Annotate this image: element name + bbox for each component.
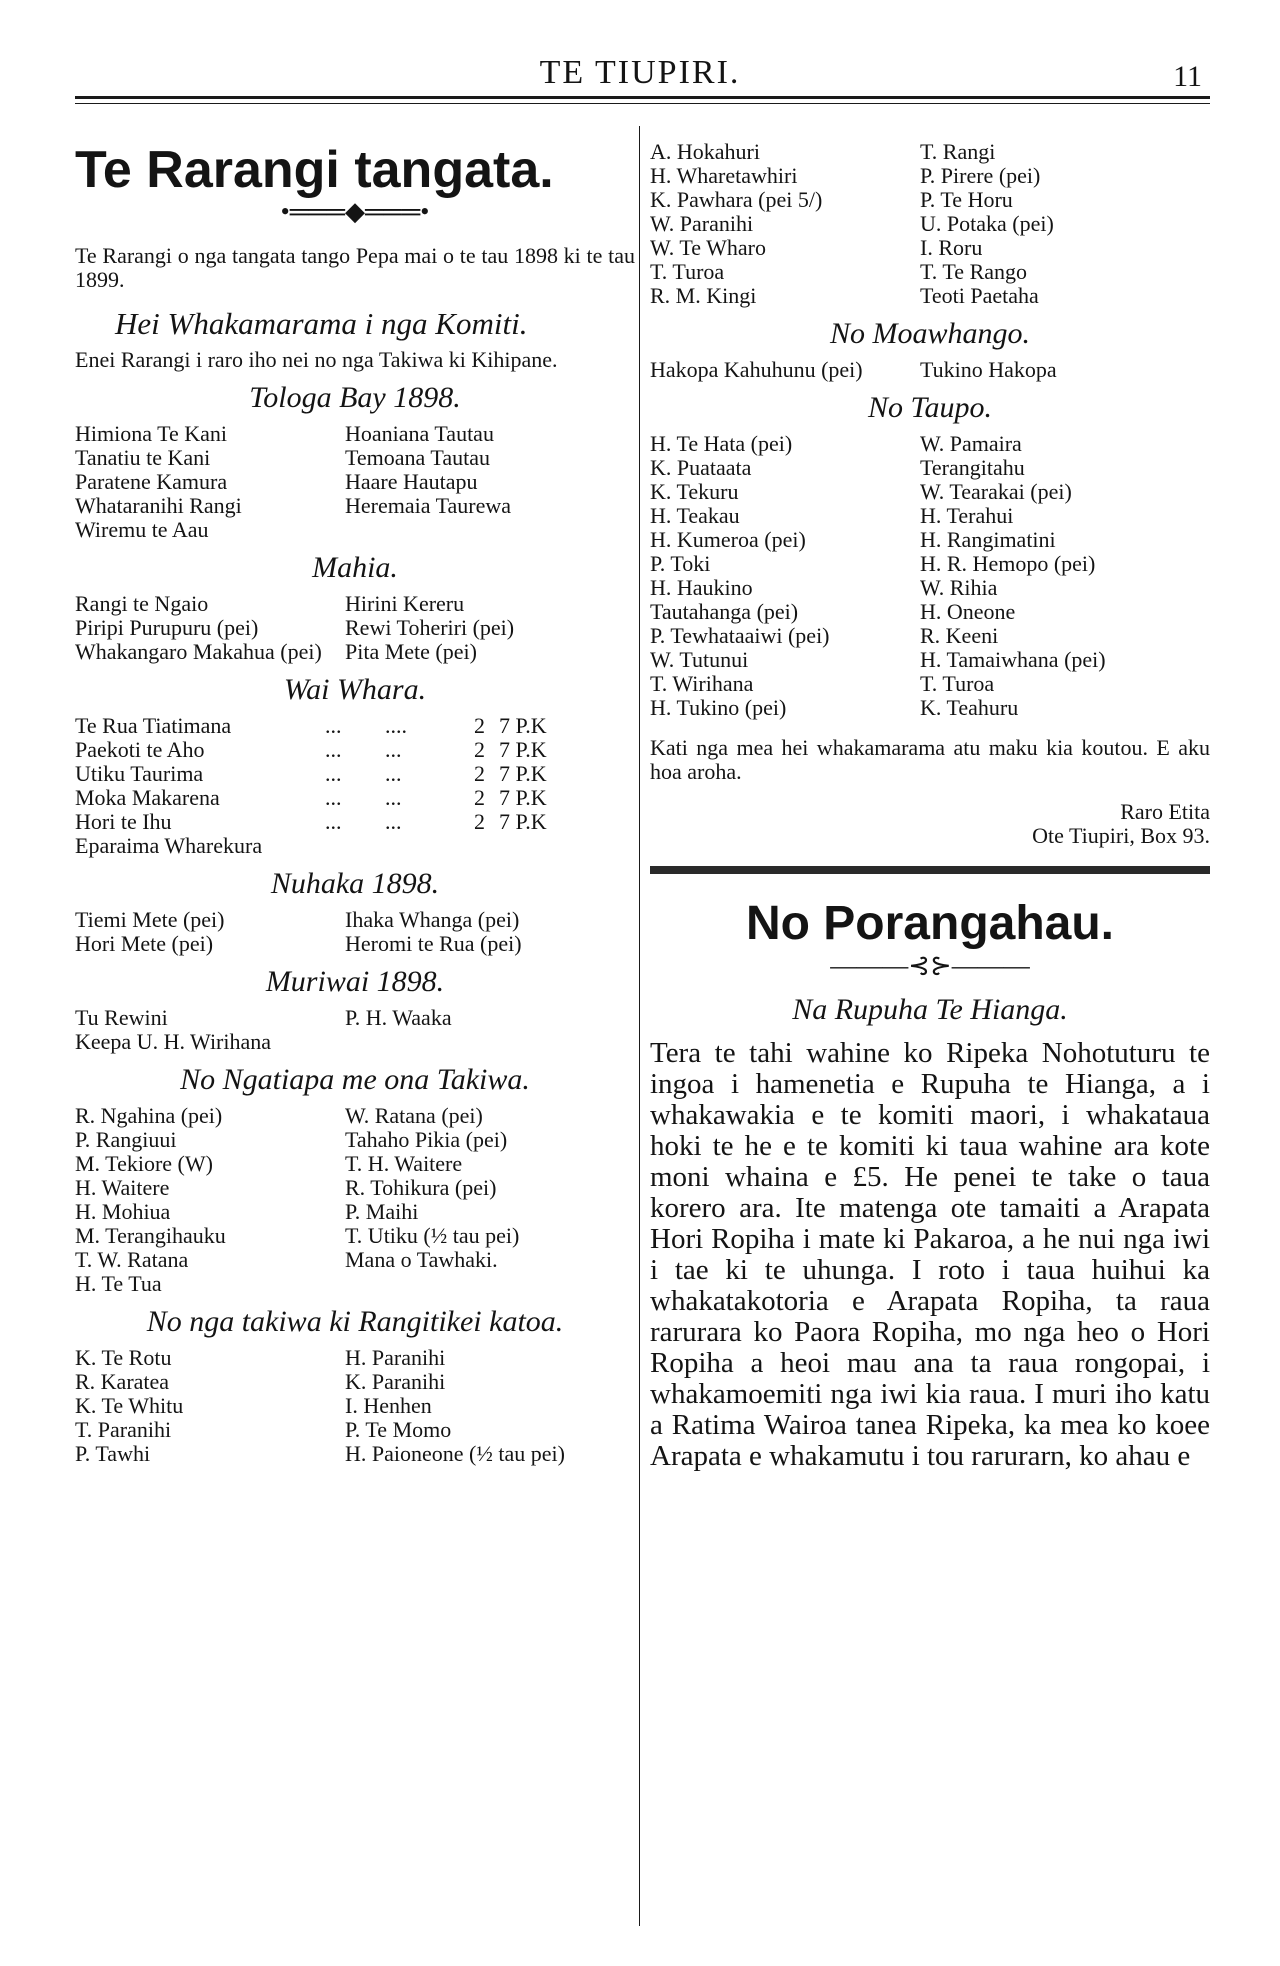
name-cell: W. Tutunui — [650, 647, 749, 672]
page-number: 11 — [1173, 60, 1202, 93]
name-cell — [385, 834, 445, 858]
section-heading: Tologa Bay 1898. — [249, 381, 461, 414]
name-cell: K. Teahuru — [920, 695, 1019, 720]
name-cell: Whataranihi Rangi — [75, 493, 242, 518]
right-sections — [650, 317, 1210, 720]
section-heading: Nuhaka 1898. — [270, 867, 440, 900]
name-cell: P. Maihi — [345, 1199, 419, 1224]
name-cell: K. Pawhara (pei 5/) — [650, 187, 823, 212]
name-cell: 7 P.K — [499, 761, 547, 786]
name-cell: M. Terangihauku — [75, 1223, 226, 1248]
name-cell: P. Tewhataaiwi (pei) — [650, 623, 830, 648]
name-cell: Piripi Purupuru (pei) — [75, 615, 259, 640]
name-cell: Terangitahu — [920, 455, 1025, 480]
name-list — [75, 908, 635, 956]
name-cell: P. Toki — [650, 551, 711, 576]
name-cell: 7 P.K — [499, 737, 547, 762]
article-body: Tera te tahi wahine ko Ripeka Nohotuturu te ingoa i hamenetia e Rupuha te Hianga, a i whakawakia e te komiti maori, i whakataua hoki te he e te komiti ki taua wahine ara kote moni whaina e £5. He penei te take o taua korero ara. Ite matenga ote tamaiti a Arapata Hori Ropiha i mate ki Pakaroa, a he nui nga iwi i tae ki te uhunga. I roto i taua huihui ka whakatakotoria e Arapata Ropiha, ta raua rarurara ko Paora Ropiha, mo nga heo o Hori Ropiha a heoi mau ana ta raua rongopai, i whakamoemiti nga iwi kia raua. I muri iho katu a Ratima Wairoa tanea Ripeka, ka mea ko koee Arapata e whakamutu i tou rarurarn, ko ahau e — [650, 1037, 1210, 1472]
name-cell: R. Tohikura (pei) — [345, 1175, 497, 1200]
name-cell: T. Turoa — [650, 259, 725, 284]
name-cell: P. Tawhi — [75, 1441, 151, 1466]
name-cell: Hirini Kereru — [345, 591, 465, 616]
name-cell: 7 P.K — [499, 809, 547, 834]
name-cell: H. Te Tua — [75, 1271, 162, 1296]
name-cell: 2 — [474, 761, 485, 786]
name-cell: T. Rangi — [920, 139, 996, 164]
name-list — [75, 1346, 635, 1466]
name-cell: H. R. Hemopo (pei) — [920, 551, 1096, 576]
name-cell: H. Paioneone (½ tau pei) — [345, 1441, 565, 1466]
name-cell: M. Tekiore (W) — [75, 1151, 213, 1176]
name-cell: H. Wharetawhiri — [650, 163, 798, 188]
name-cell: T. W. Ratana — [75, 1247, 189, 1272]
name-cell: I. Roru — [920, 235, 983, 260]
name-cell: Eparaima Wharekura — [75, 833, 263, 858]
name-cell: 2 — [474, 737, 485, 762]
name-cell: ... — [325, 809, 342, 834]
name-cell: Hori Mete (pei) — [75, 931, 214, 956]
name-cell: Te Rua Tiatimana — [75, 713, 232, 738]
name-cell: P. H. Waaka — [345, 1005, 452, 1030]
title-ornament: •═══◆═══• — [280, 197, 430, 226]
name-cell: 2 — [474, 713, 485, 738]
name-cell: Rewi Toheriri (pei) — [345, 615, 515, 640]
name-cell: Utiku Taurima — [75, 761, 204, 786]
signature-line-1: Raro Etita — [1120, 799, 1210, 824]
explain-text: Enei Rarangi i raro iho nei no nga Takiwa ki Kihipane. — [75, 347, 558, 372]
name-cell: 2 — [474, 785, 485, 810]
name-cell: K. Tekuru — [650, 479, 739, 504]
header-rule-bottom — [75, 103, 1210, 104]
name-cell: K. Paranihi — [345, 1369, 446, 1394]
name-cell: Tiemi Mete (pei) — [75, 907, 225, 932]
name-list — [75, 714, 635, 858]
name-cell: Paekoti te Aho — [75, 737, 205, 762]
name-cell: R. Keeni — [920, 623, 999, 648]
right-column — [650, 140, 1210, 1472]
name-list — [75, 592, 635, 664]
list-title: Te Rarangi tangata. — [75, 141, 554, 199]
name-cell — [445, 834, 485, 858]
name-cell: 2 — [474, 809, 485, 834]
name-list — [650, 432, 1210, 720]
name-cell: R. Karatea — [75, 1369, 170, 1394]
name-cell: ... — [325, 761, 342, 786]
name-cell: Heremaia Taurewa — [345, 493, 512, 518]
section-heading: Wai Whara. — [283, 673, 427, 706]
name-cell: ... — [385, 737, 402, 762]
column-divider — [639, 126, 640, 1926]
section-heading: No Ngatiapa me ona Takiwa. — [180, 1063, 530, 1096]
name-cell: W. Paranihi — [650, 211, 754, 236]
name-cell: H. Teakau — [650, 503, 740, 528]
name-cell: Ihaka Whanga (pei) — [345, 907, 520, 932]
name-cell: Tu Rewini — [75, 1005, 168, 1030]
name-list — [75, 1006, 635, 1054]
name-cell: T. Te Rango — [920, 259, 1028, 284]
name-cell: A. Hokahuri — [650, 139, 760, 164]
section-heading: Muriwai 1898. — [265, 965, 445, 998]
name-cell: Whakangaro Makahua (pei) — [75, 639, 322, 664]
signature-line-2: Ote Tiupiri, Box 93. — [1032, 823, 1210, 848]
name-cell — [345, 1272, 635, 1296]
section-heading: Mahia. — [312, 551, 398, 584]
name-cell: ... — [385, 809, 402, 834]
name-cell: Hori te Ihu — [75, 809, 172, 834]
name-cell: P. Te Horu — [920, 187, 1013, 212]
name-cell: ... — [385, 761, 402, 786]
name-cell: ... — [325, 713, 342, 738]
name-cell: H. Mohiua — [75, 1199, 171, 1224]
name-cell — [345, 518, 635, 542]
name-list — [650, 358, 1210, 382]
name-cell: Tukino Hakopa — [920, 357, 1057, 382]
left-sections — [75, 381, 635, 1466]
article-ornament: ———⊰⊱——— — [830, 951, 1030, 980]
name-cell: K. Te Rotu — [75, 1345, 172, 1370]
section-heading: No Moawhango. — [829, 317, 1030, 350]
name-cell: H. Oneone — [920, 599, 1016, 624]
name-cell: R. Ngahina (pei) — [75, 1103, 223, 1128]
name-list — [75, 1104, 635, 1296]
intro-text: Te Rarangi o nga tangata tango Pepa mai o te tau 1898 ki te tau 1899. — [75, 243, 635, 292]
name-cell: ... — [325, 785, 342, 810]
name-cell: Hoaniana Tautau — [345, 421, 494, 446]
name-cell: H. Waitere — [75, 1175, 170, 1200]
name-cell: H. Terahui — [920, 503, 1014, 528]
name-cell: T. Turoa — [920, 671, 995, 696]
name-cell: K. Te Whitu — [75, 1393, 184, 1418]
name-cell: P. Rangiuui — [75, 1127, 177, 1152]
name-cell: H. Rangimatini — [920, 527, 1056, 552]
name-cell: Tahaho Pikia (pei) — [345, 1127, 508, 1152]
name-cell: Pita Mete (pei) — [345, 639, 477, 664]
name-cell: H. Tukino (pei) — [650, 695, 787, 720]
right-top-list — [650, 140, 1210, 308]
name-cell: P. Pirere (pei) — [920, 163, 1041, 188]
name-cell: W. Ratana (pei) — [345, 1103, 483, 1128]
name-cell: K. Puataata — [650, 455, 752, 480]
section-heading: No nga takiwa ki Rangitikei katoa. — [146, 1305, 564, 1338]
name-cell: Moka Makarena — [75, 785, 220, 810]
name-cell: Rangi te Ngaio — [75, 591, 209, 616]
name-cell: U. Potaka (pei) — [920, 211, 1054, 236]
name-cell: Paratene Kamura — [75, 469, 228, 494]
name-cell: Tanatiu te Kani — [75, 445, 211, 470]
name-cell: Hakopa Kahuhunu (pei) — [650, 357, 863, 382]
name-cell: 7 P.K — [499, 785, 547, 810]
name-cell: .... — [385, 713, 407, 738]
name-cell: W. Tearakai (pei) — [920, 479, 1072, 504]
article-title: No Porangahau. — [745, 897, 1115, 950]
section-separator — [650, 866, 1210, 874]
article-subtitle: Na Rupuha Te Hianga. — [792, 993, 1068, 1026]
name-cell: Teoti Paetaha — [920, 283, 1039, 308]
name-cell: Temoana Tautau — [345, 445, 490, 470]
name-cell: Keepa U. H. Wirihana — [75, 1029, 272, 1054]
section-heading: No Taupo. — [868, 391, 992, 424]
closing-text: Kati nga mea hei whakamarama atu maku kia koutou. E aku hoa aroha. — [650, 735, 1210, 784]
name-list — [75, 422, 635, 542]
name-cell — [345, 1030, 635, 1054]
name-cell: H. Te Hata (pei) — [650, 431, 793, 456]
name-cell — [325, 834, 385, 858]
name-cell: T. Paranihi — [75, 1417, 172, 1442]
name-cell: ... — [385, 785, 402, 810]
name-cell: T. Wirihana — [650, 671, 754, 696]
name-cell: 7 P.K — [499, 713, 547, 738]
name-cell: Haare Hautapu — [345, 469, 478, 494]
name-cell: Wiremu te Aau — [75, 517, 209, 542]
name-cell: H. Kumeroa (pei) — [650, 527, 806, 552]
name-cell: T. H. Waitere — [345, 1151, 463, 1176]
name-cell: P. Te Momo — [345, 1417, 452, 1442]
name-cell: W. Pamaira — [920, 431, 1022, 456]
name-cell: I. Henhen — [345, 1393, 432, 1418]
name-cell: T. Utiku (½ tau pei) — [345, 1223, 520, 1248]
name-cell: Tautahanga (pei) — [650, 599, 799, 624]
name-cell: H. Paranihi — [345, 1345, 446, 1370]
name-cell: H. Haukino — [650, 575, 753, 600]
name-cell: R. M. Kingi — [650, 283, 757, 308]
left-column — [75, 140, 635, 1466]
name-cell: Himiona Te Kani — [75, 421, 228, 446]
name-cell: Mana o Tawhaki. — [345, 1247, 498, 1272]
name-cell: H. Tamaiwhana (pei) — [920, 647, 1106, 672]
header-rule-top — [75, 96, 1210, 99]
subtitle: Hei Whakamarama i nga Komiti. — [115, 306, 528, 341]
name-cell — [485, 834, 585, 858]
name-cell: W. Te Wharo — [650, 235, 766, 260]
name-cell: ... — [325, 737, 342, 762]
name-cell: W. Rihia — [920, 575, 998, 600]
name-cell: Heromi te Rua (pei) — [345, 931, 522, 956]
running-header: TE TIUPIRI. — [539, 54, 741, 91]
